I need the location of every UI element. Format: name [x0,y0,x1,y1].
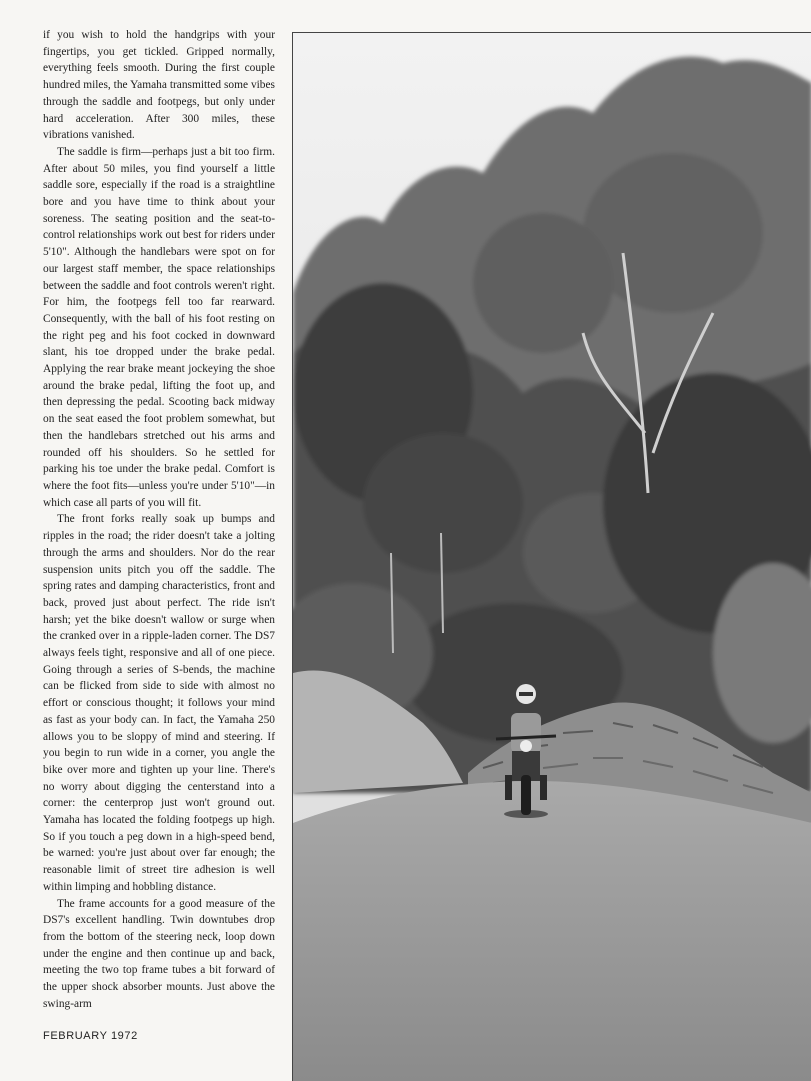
photo-illustration [293,33,811,1081]
article-column [43,27,275,1012]
page-footer-date: FEBRUARY 1972 [43,1030,138,1042]
article-paragraph: if you wish to hold the handgrips with your fingertips, you get tickled. Gripped normally, everything feels smooth. During the first couple hundred miles, the Yamaha transmitted some vibes through the saddle and footpegs, but only under hard acceleration. After 300 miles, these vibrations vanished. [43,29,275,142]
article-paragraph: The saddle is firm—perhaps just a bit too firm. After about 50 miles, you find yourself a little saddle sore, especially if the road is a straightline bore and you have time to think about your soreness. The seating position and the seat-to-control relationships work out best for riders under 5'10". Although the handlebars were spot on for our largest staff member, the space relationships between the saddle and foot controls weren't right. For him, the footpegs fell too far rearward. Consequently, with the ball of his foot resting on the right peg and his foot cocked in downward slant, his toe dropped under the brake pedal. Applying the rear brake meant jockeying the shoe around the brake pedal, lifting the foot up, and then depressing the pedal. Scooting back midway on the seat eased the foot problem somewhat, but then the handlebars stretched out his arms and rounded off his shoulders. So he settled for parking his toe under the brake pedal. Comfort is where the foot fits—unless you're under 5'10"—in which case all parts of you will fit. [43,145,275,509]
article-paragraph: The front forks really soak up bumps and ripples in the road; the rider doesn't take a jolting through the arms and shoulders. Nor do the rear suspension units pitch you off the saddle. The spring rates and damping characteristics, front and back, proved just about perfect. The ride isn't harsh; yet the bike doesn't wallow or surge when the cranked over in a ripple-laden corner. The DS7 always feels tight, responsive and all of one piece. Going through a series of S-bends, the machine can be flicked from side to side with almost no effort or conscious thought; it follows your mind as fast as your body can. In fact, the Yamaha 250 allows you to be sloppy of mind and steering. If you begin to run wide in a corner, you angle the bike over more and tighten up your line. There's no worry about digging the centerstand into a corner: the centerprop just won't ground out. Yamaha has located the folding footpegs up high. So if you touch a peg down in a high-speed bend, be warned: you're just about over far enough; the reasonable limit of street tire adhesion is well within limping and hobbling distance. [43,513,275,893]
article-paragraph: The frame accounts for a good measure of the DS7's excellent handling. Twin downtubes drop from the bottom of the steering neck, loop down under the engine and then continue up and back, meeting the two top frame tubes a bit forward of the upper shock absorber mounts. Just above the swing-arm [43,897,275,1010]
photo-motorcycle-road [292,32,811,1081]
road [293,781,811,1081]
